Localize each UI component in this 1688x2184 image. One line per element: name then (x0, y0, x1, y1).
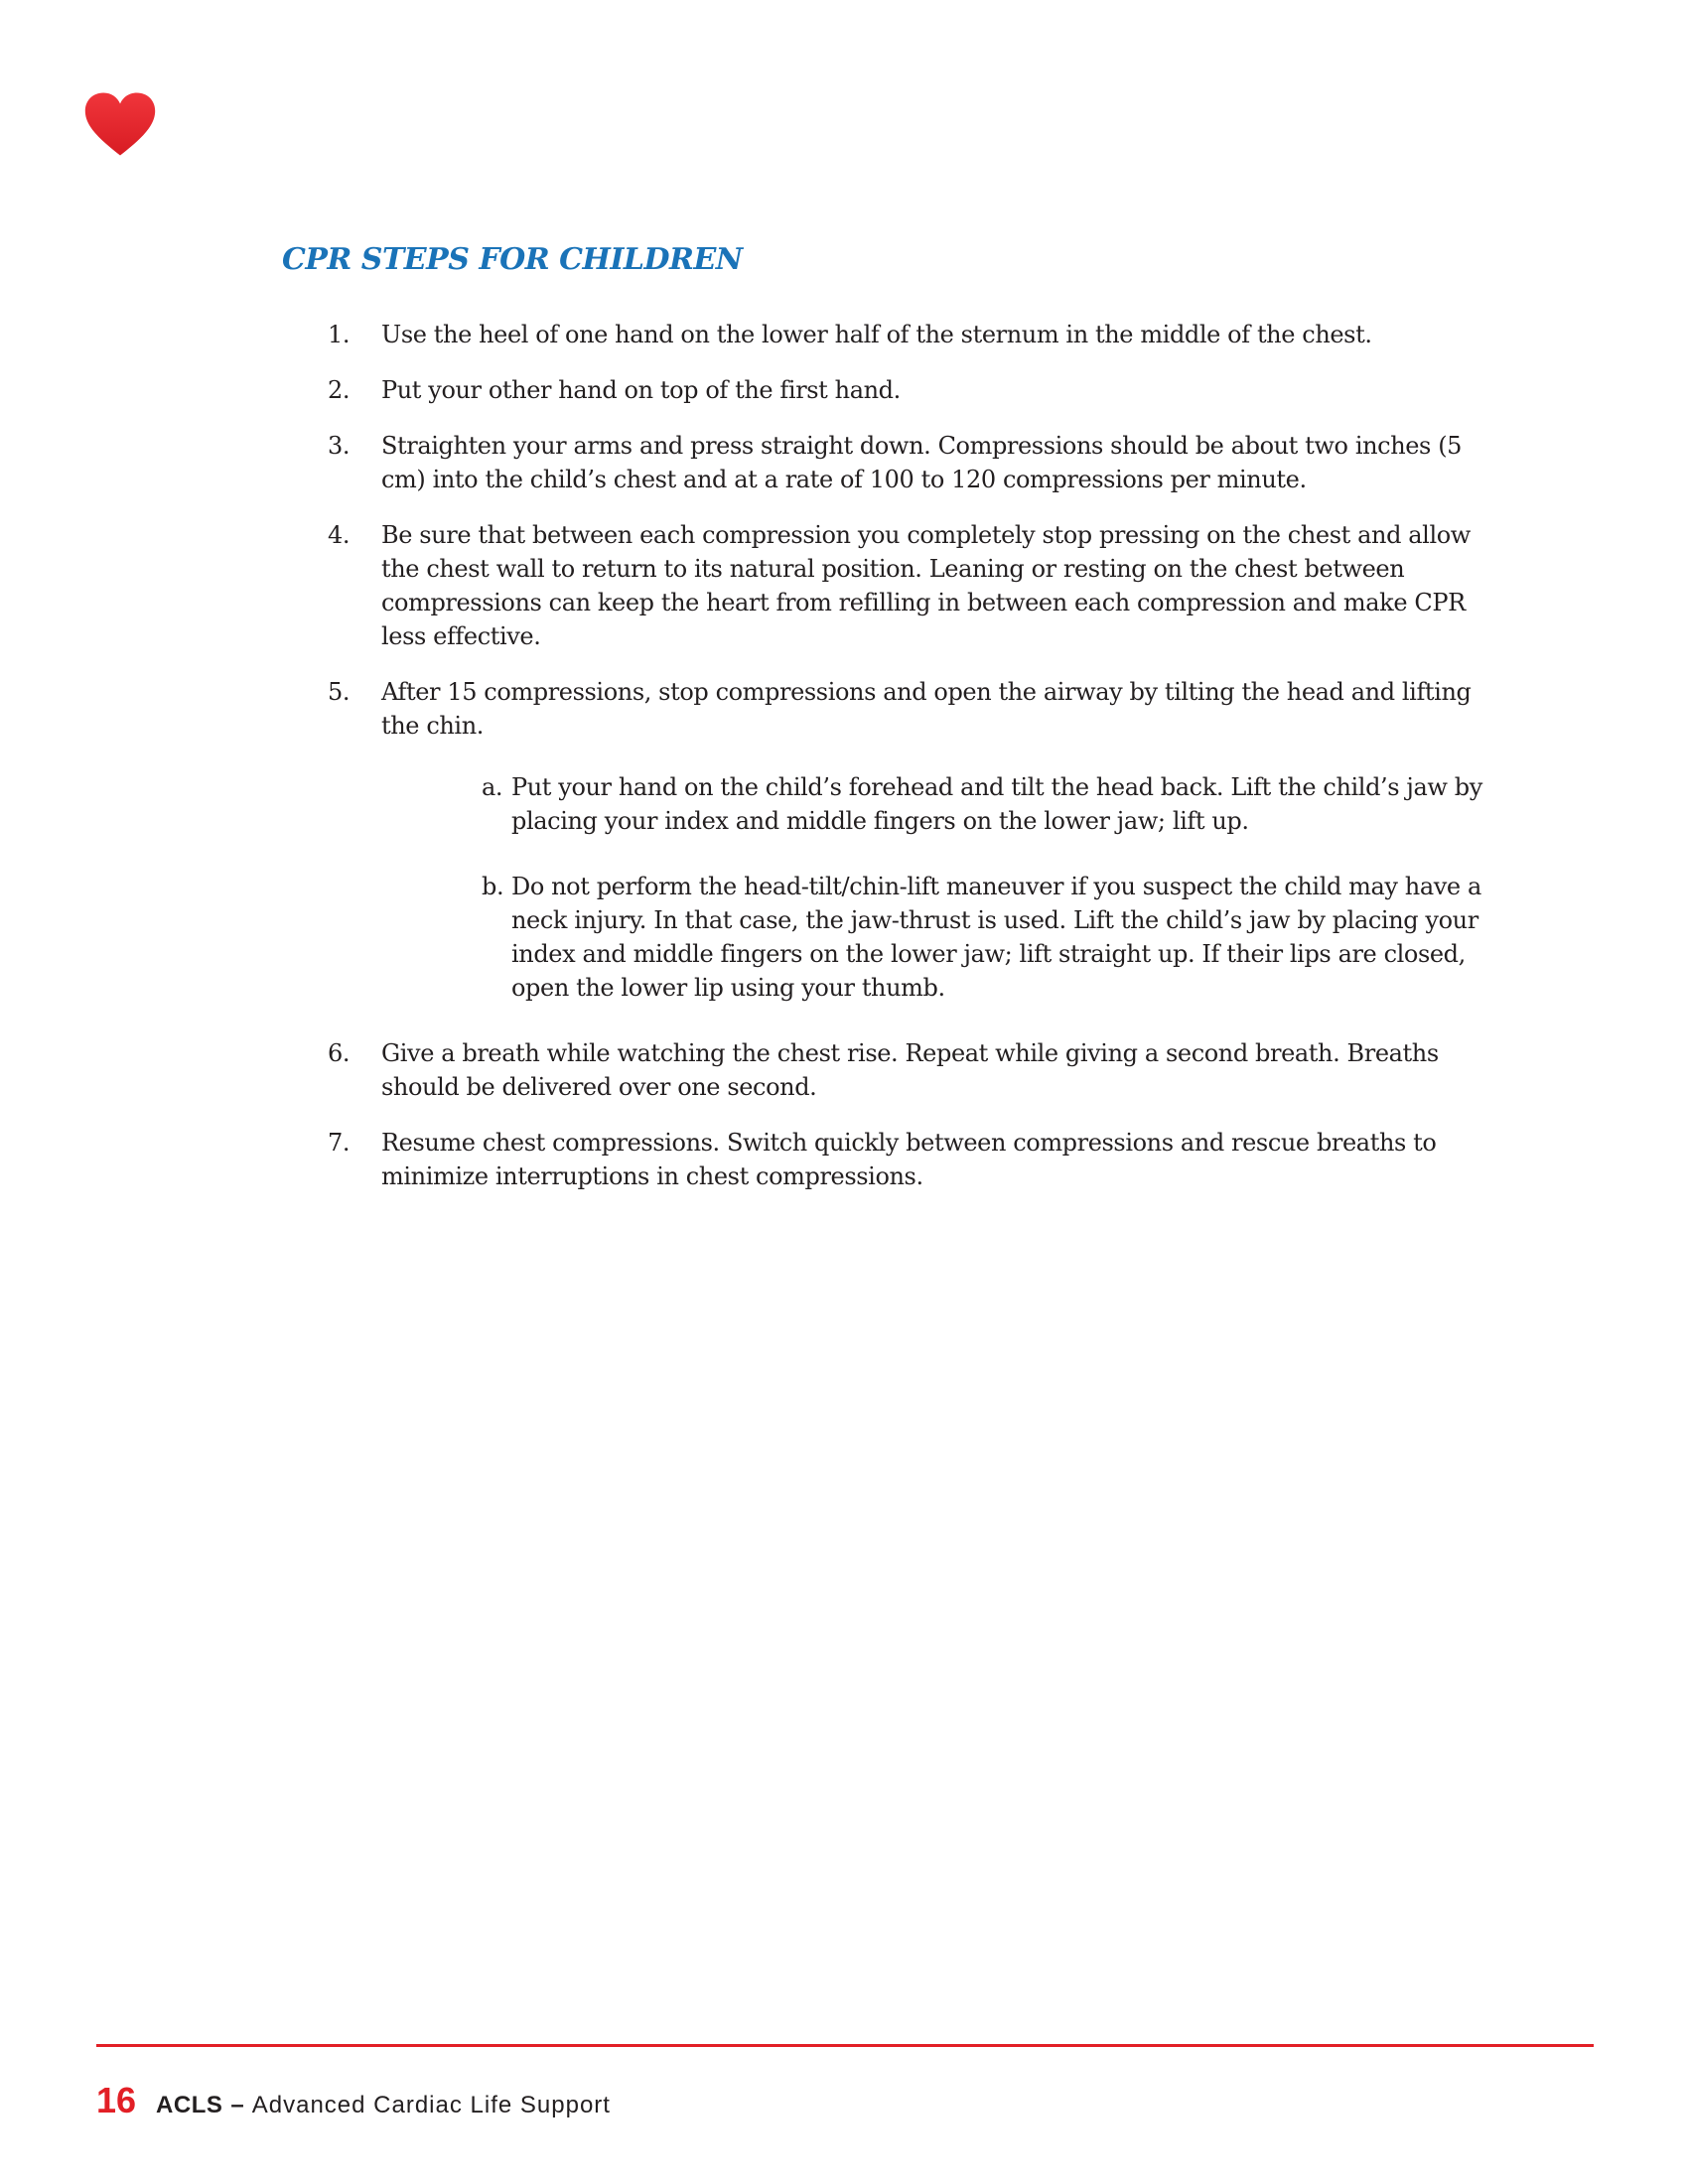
step-number: 7. (328, 1129, 351, 1157)
substep-item (482, 770, 1489, 838)
step-text: After 15 compressions, stop compressions and open the airway by tilting the head and lifting the chin. (381, 678, 1472, 740)
substep-letter: b. (482, 873, 504, 900)
step-text: Give a breath while watching the chest rise. Repeat while giving a second breath. Breaths should be delivered over one second. (381, 1039, 1439, 1101)
footer-subtitle: Advanced Cardiac Life Support (251, 2092, 611, 2118)
substep-letter: a. (482, 773, 503, 801)
page-title: CPR STEPS FOR CHILDREN (282, 242, 743, 277)
step-item (328, 373, 1489, 407)
heart-icon (83, 91, 157, 157)
step-item (328, 318, 1489, 351)
step-item (328, 1126, 1489, 1193)
page-number: 16 (96, 2080, 137, 2120)
step-number: 6. (328, 1039, 351, 1067)
step-text: Use the heel of one hand on the lower half of the sternum in the middle of the chest. (381, 321, 1372, 348)
step-item (328, 429, 1489, 496)
step-text: Be sure that between each compression you completely stop pressing on the chest and allow the chest wall to return to its natural position. Leaning or resting on the chest between compressions can keep the heart from refilling in between each compression and make CPR less effective. (381, 521, 1471, 650)
step-item (328, 1036, 1489, 1104)
substeps-list (482, 770, 1489, 1005)
step-number: 4. (328, 521, 351, 549)
page-footer (96, 2080, 611, 2121)
substep-text: Put your hand on the child’s forehead and tilt the head back. Lift the child’s jaw by placing your index and middle fingers on the lower jaw; lift up. (511, 773, 1482, 835)
step-number: 3. (328, 432, 351, 460)
step-text: Put your other hand on top of the first hand. (381, 376, 901, 404)
footer-acronym: ACLS (156, 2092, 223, 2118)
step-text: Resume chest compressions. Switch quickly between compressions and rescue breaths to minimize interruptions in chest compressions. (381, 1129, 1437, 1190)
step-item (328, 518, 1489, 653)
step-item (328, 675, 1489, 743)
step-number: 2. (328, 376, 351, 404)
substep-text: Do not perform the head-tilt/chin-lift maneuver if you suspect the child may have a neck injury. In that case, the jaw-thrust is used. Lift the child’s jaw by placing your index and middle fingers on the lower jaw; lift straight up. If their lips are closed, open the lower lip using your thumb. (511, 873, 1481, 1002)
cpr-steps-list (328, 318, 1489, 1215)
step-text: Straighten your arms and press straight down. Compressions should be about two inches (5 cm) into the child’s chest and at a rate of 100 to 120 compressions per minute. (381, 432, 1463, 493)
step-number: 1. (328, 321, 351, 348)
substep-item (482, 870, 1489, 1005)
footer-divider (96, 2044, 1594, 2047)
footer-dash: – (230, 2092, 244, 2118)
step-number: 5. (328, 678, 351, 706)
